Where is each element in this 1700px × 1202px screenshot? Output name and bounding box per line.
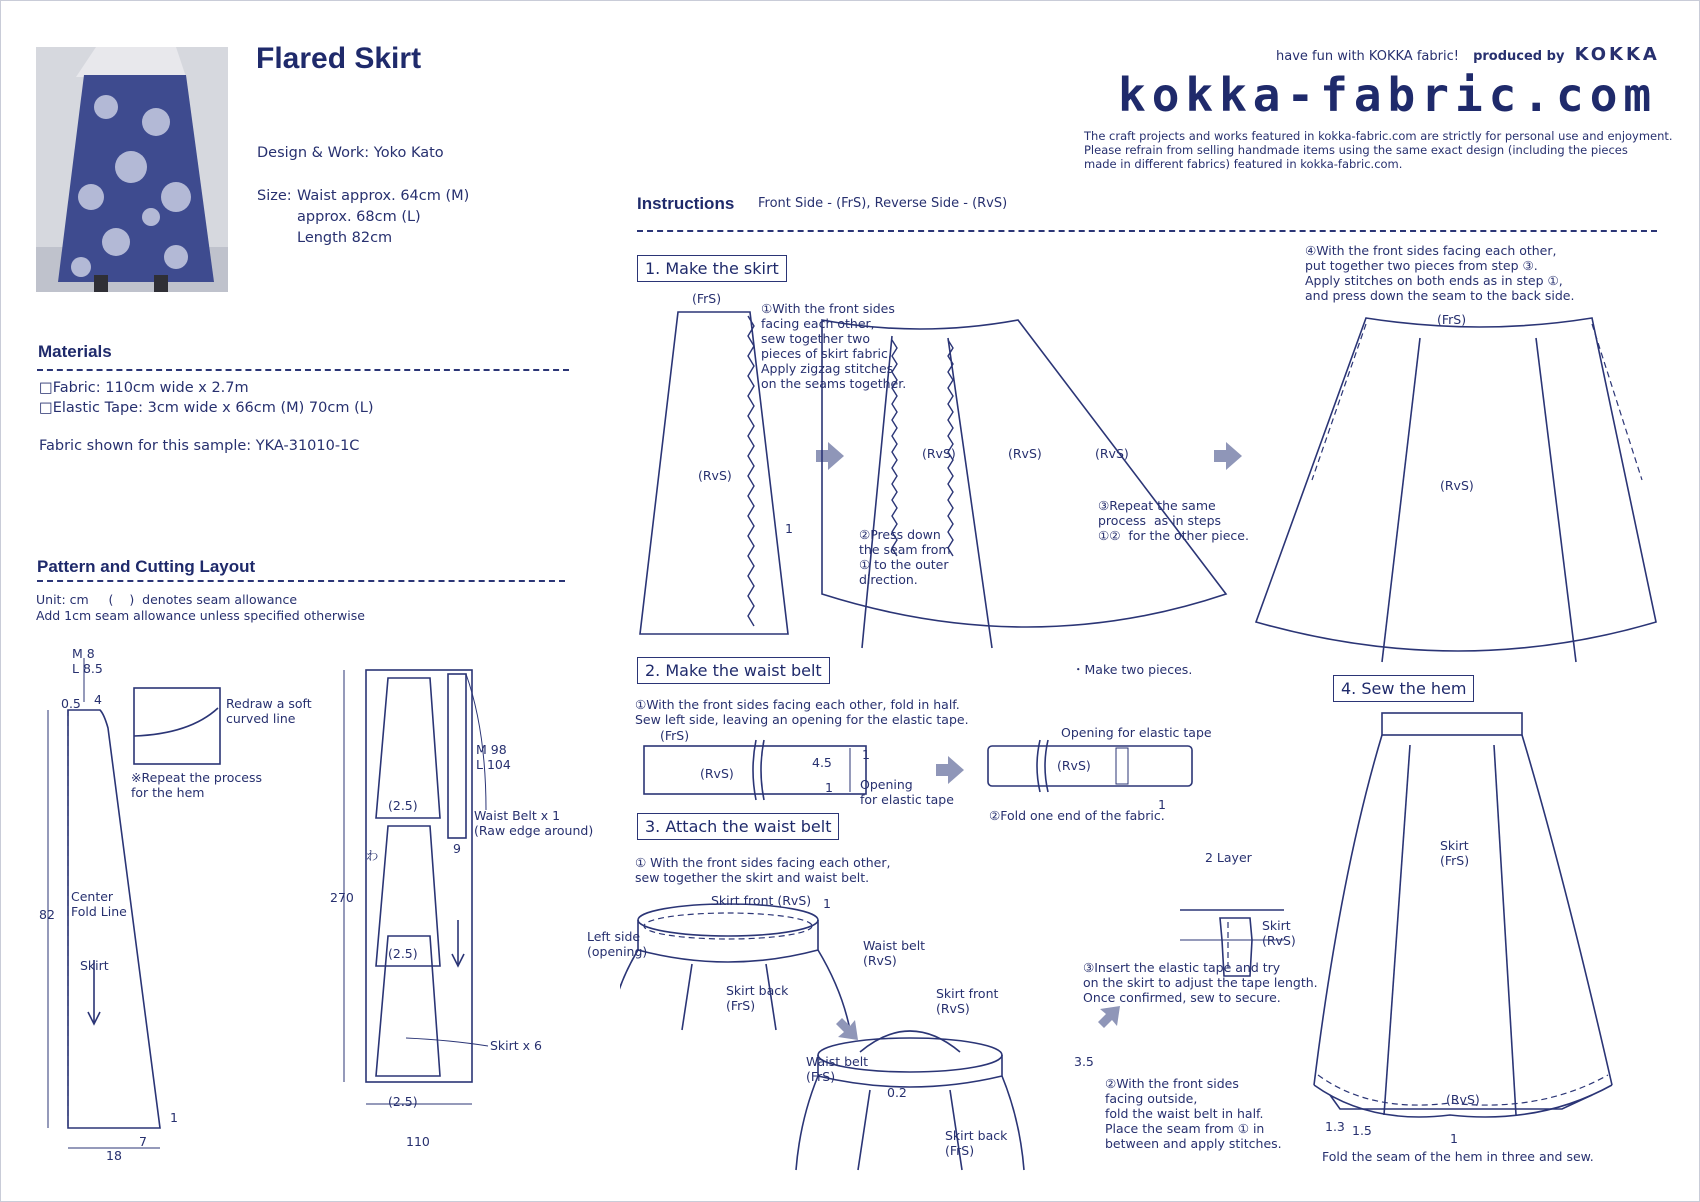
skirt-piece-label: Skirt [80, 958, 109, 973]
seam-allowance-1: (2.5) [388, 798, 418, 813]
skirt-front-rvs: Skirt front (RvS) [711, 893, 812, 908]
material-elastic: □Elastic Tape: 3cm wide x 66cm (M) 70cm (L) [39, 400, 374, 416]
step4-title: 4. Sew the hem [1333, 675, 1474, 702]
fabric-layout-rect [366, 670, 472, 1082]
dim-0-5: 0.5 [61, 696, 81, 711]
skirt-photo-image [36, 47, 228, 292]
center-fold-label: Center Fold Line [71, 889, 127, 919]
disclaimer-line-1: The craft projects and works featured in kokka-fabric.com are strictly for personal use and enjoyment. [1084, 129, 1673, 143]
repeat-note: ※Repeat the process for the hem [131, 770, 262, 800]
step3-note-2: ②With the front sides facing outside, fold the waist belt in half. Place the seam from ① in between and apply stitches. [1105, 1076, 1282, 1151]
hem-rvs: (RvS) [1446, 1092, 1480, 1107]
seam-allowance-3: (2.5) [388, 1094, 418, 1109]
produced-by: produced by [1473, 49, 1565, 64]
size-length: Length 82cm [297, 230, 393, 246]
pattern-divider [37, 580, 565, 582]
seam-allowance-2: (2.5) [388, 946, 418, 961]
step2-note-2: ②Fold one end of the fabric. [989, 808, 1165, 823]
dim-110: 110 [406, 1134, 430, 1149]
sample-photo [36, 47, 228, 292]
hem-dim-1-3: 1.3 [1325, 1119, 1345, 1134]
instructions-heading: Instructions [637, 194, 735, 213]
step3-dim-1: 1 [823, 896, 831, 911]
pattern-heading: Pattern and Cutting Layout [37, 557, 256, 576]
materials-heading: Materials [38, 342, 112, 361]
size-waist-m: Waist approx. 64cm (M) [297, 188, 470, 204]
finished-waist-belt [1382, 713, 1522, 735]
skirt-back-frs-2: Skirt back (FrS) [945, 1128, 1008, 1158]
step1-frs-label: (FrS) [692, 291, 722, 306]
step1-rvs-label: (RvS) [698, 468, 732, 483]
step1-one-label: 1 [785, 521, 793, 536]
step3-note-3: ③Insert the elastic tape and try on the skirt to adjust the tape length. Once confirmed, sew to secure. [1083, 960, 1318, 1005]
step2-opening: Opening for elastic tape [860, 777, 954, 807]
step2-opening-2: Opening for elastic tape [1061, 725, 1212, 740]
left-side-opening: Left side (opening) [587, 929, 648, 959]
step3-dim-0-2: 0.2 [887, 1085, 907, 1100]
step3-title: 3. Attach the waist belt [637, 813, 839, 840]
waist-belt-piece-label: Waist Belt x 1 (Raw edge around) [474, 808, 594, 838]
skirt-rvs-label: Skirt (RvS) [1262, 918, 1296, 948]
hem-dim-1-5: 1.5 [1352, 1123, 1372, 1138]
step2-frs: (FrS) [660, 728, 690, 743]
waist-belt-frs: Waist belt (FrS) [806, 1054, 869, 1084]
step1-note-3: ③Repeat the same process as in steps ①② for the other piece. [1098, 498, 1249, 543]
material-fabric: □Fabric: 110cm wide x 2.7m [39, 380, 249, 396]
side-legend: Front Side - (FrS), Reverse Side - (RvS) [758, 196, 1008, 211]
hem-dim-1: 1 [1450, 1131, 1458, 1146]
page-title: Flared Skirt [256, 42, 422, 75]
dim-18: 18 [106, 1148, 122, 1163]
disclaimer-line-3: made in different fabrics) featured in kokka-fabric.com. [1084, 157, 1403, 171]
dim-270: 270 [330, 890, 354, 905]
step3-note-1: ① With the front sides facing each other, sew together the skirt and waist belt. [635, 855, 891, 885]
two-layer-label: 2 Layer [1205, 850, 1252, 865]
dim-82: 82 [39, 907, 55, 922]
waist-belt-rvs: Waist belt (RvS) [863, 938, 926, 968]
dim-7: 7 [139, 1134, 147, 1149]
step2-dim-4-5: 4.5 [812, 755, 832, 770]
size-waist-l: approx. 68cm (L) [297, 209, 421, 225]
dim-1: 1 [170, 1110, 178, 1125]
belt-l-label: L 104 [476, 757, 511, 772]
step2-dim-1a: 1 [862, 747, 870, 762]
redraw-note: Redraw a soft curved line [226, 696, 312, 726]
size-m-label: M 8 [72, 646, 95, 661]
step3-dim-3-5: 3.5 [1074, 1054, 1094, 1069]
designer-credit: Design & Work: Yoko Kato [257, 145, 444, 161]
tagline-row [1276, 44, 1660, 65]
fold-mark: わ [366, 848, 379, 863]
step2-note-1: ①With the front sides facing each other, fold in half. Sew left side, leaving an opening for the elastic tape. [635, 697, 969, 727]
allowance-note: Add 1cm seam allowance unless specified otherwise [36, 608, 365, 623]
make-two-pieces: ・Make two pieces. [1072, 662, 1193, 677]
step1-note-2: ②Press down the seam from ① to the outer direction. [859, 527, 951, 587]
unit-note: Unit: cm ( ) denotes seam allowance [36, 592, 298, 607]
step1-rvs-a: (RvS) [922, 446, 956, 461]
hem-note: Fold the seam of the hem in three and sew. [1322, 1149, 1594, 1164]
size-label: Size: [257, 188, 292, 204]
materials-divider [37, 369, 569, 371]
step1-note-4: ④With the front sides facing each other, put together two pieces from step ③. Apply stitches on both ends as in step ①, and press down the seam to the back side. [1305, 243, 1575, 303]
belt-m-label: M 98 [476, 742, 507, 757]
skirt-back-frs-1: Skirt back (FrS) [726, 983, 789, 1013]
instructions-divider [637, 230, 1657, 232]
disclaimer-line-2: Please refrain from selling handmade items using the same exact design (including the pieces [1084, 143, 1628, 157]
tagline: have fun with KOKKA fabric! [1276, 49, 1459, 64]
step2-title: 2. Make the waist belt [637, 657, 830, 684]
brand-name: KOKKA [1574, 44, 1660, 65]
step1-frs-assembled: (FrS) [1437, 312, 1467, 327]
skirt-x6-label: Skirt x 6 [490, 1038, 542, 1053]
size-l-label: L 8.5 [72, 661, 103, 676]
step1-rvs-assembled: (RvS) [1440, 478, 1474, 493]
step2-rvs: (RvS) [700, 766, 734, 781]
skirt-front-rvs-2: Skirt front (RvS) [936, 986, 999, 1016]
step1-note-1: ①With the front sides facing each other, sew together two pieces of skirt fabric. Apply zigzag stitches on the seams together. [761, 301, 907, 391]
waist-belt-top [638, 904, 818, 936]
finished-skirt-label: Skirt (FrS) [1440, 838, 1470, 868]
step1-rvs-c: (RvS) [1095, 446, 1129, 461]
dim-9: 9 [453, 841, 461, 856]
sample-fabric: Fabric shown for this sample: YKA-31010-1C [39, 438, 360, 454]
step1-rvs-b: (RvS) [1008, 446, 1042, 461]
step1-title: 1. Make the skirt [637, 255, 787, 282]
dim-4: 4 [94, 692, 102, 707]
step2-dim-1c: 1 [1158, 797, 1166, 812]
step2-dim-1b: 1 [825, 780, 833, 795]
step2-rvs-2: (RvS) [1057, 758, 1091, 773]
site-logo: kokka-fabric.com [1118, 68, 1658, 122]
